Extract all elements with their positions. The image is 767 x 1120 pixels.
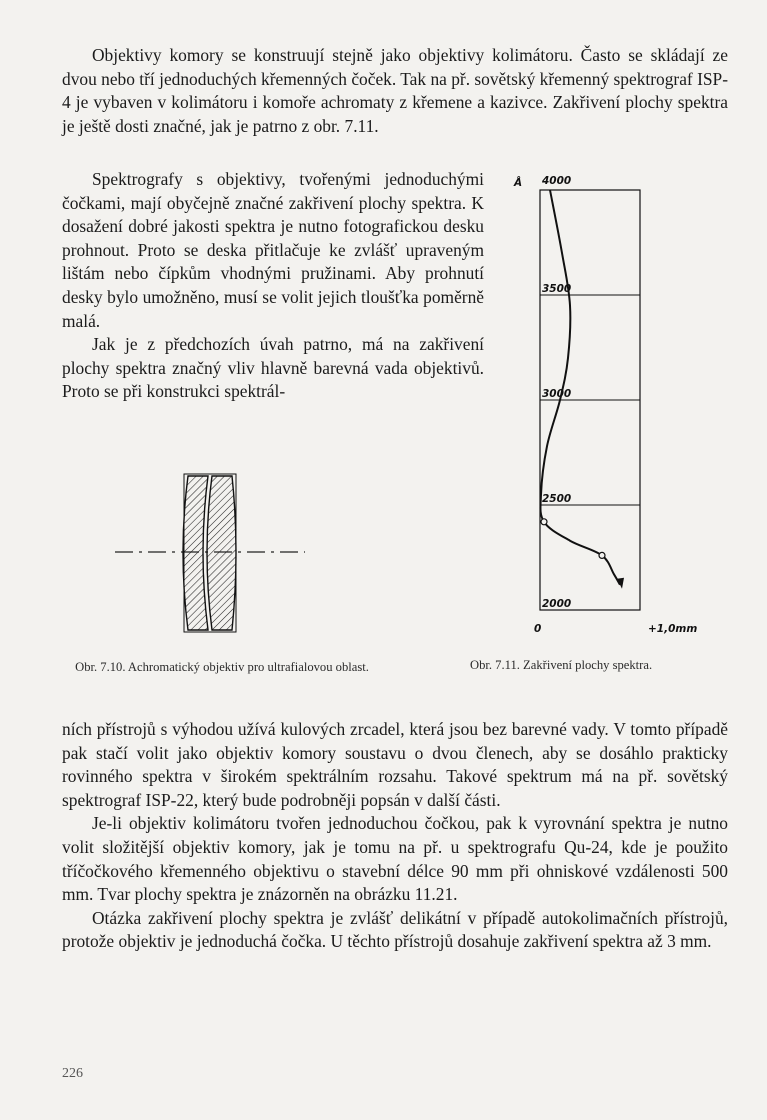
y-tick-label: 4000 — [542, 175, 572, 187]
paragraph-text: Objektivy komory se konstruují stejně jako objektivy kolimátoru. Často se skládají ze dvou nebo tří jednoduchých křemenných čoček. Tak na př. sovětský křemenný spektrograf ISP-4 je vybaven v kolimátoru i komoře achromaty z křemene a kazivce. Zakřivení plochy spektra je ještě dosti značné, jak je patrno z obr. 7.11. — [62, 45, 728, 136]
figure-caption-7-10: Obr. 7.10. Achromatický objektiv pro ultrafialovou oblast. — [75, 660, 369, 674]
figure-caption-7-11: Obr. 7.11. Zakřivení plochy spektra. — [470, 658, 653, 672]
y-axis-label: Å — [514, 177, 523, 189]
curve-marker — [541, 519, 547, 525]
x-tick-label: +1,0mm — [648, 623, 698, 635]
paragraph-color-defect: Jak je z předchozích úvah patrno, má na zakřivení plochy spektra značný vliv hlavně barevná vada objektivů. Proto se při konstrukci spektrál- — [62, 334, 484, 402]
curve-marker — [599, 552, 605, 558]
y-tick-label: 3500 — [542, 283, 572, 295]
y-tick-label: 2500 — [542, 493, 572, 505]
bottom-text — [62, 718, 728, 954]
column-text — [62, 168, 484, 404]
page-number: 226 — [62, 1066, 83, 1081]
paragraph-autocollimation: Otázka zakřivení plochy spektra je zvlášť delikátní v případě autokolimačních přístrojů, protože objektiv je jednoduchá čočka. U těchto přístrojů dosahuje zakřivení spektra až 3 mm. — [62, 907, 728, 952]
paragraph-collimator: Je-li objektiv kolimátoru tvořen jednoduchou čočkou, pak k vyrovnání spektra je nutno volit složitější objektiv komory, jak je tomu na př. u spektrografu Qu-24, kde je použito tříčočkového křemenného objektivu o stavební délce 90 mm při ohniskové vzdálenosti 500 mm. Tvar plochy spektra je znázorněn na obrázku 11.21. — [62, 813, 728, 905]
paragraph-objectives — [62, 44, 728, 138]
achromat-lens-figure — [110, 470, 310, 650]
paragraph-mirrors: ních přístrojů s výhodou užívá kulových zrcadel, která jsou bez barevné vady. V tomto případě pak stačí volit jako objektiv komory soustavu o dvou členech, aby se dosáhlo prakticky rovinného spektra v širokém spektrálním rozsahu. Takové spektrum má na př. sovětský spektrograf ISP-22, který bude podrobněji popsán v další části. — [62, 719, 728, 810]
lens-element-right — [207, 476, 236, 630]
lens-element-left — [183, 476, 208, 630]
spectrum-curvature-chart — [500, 160, 740, 640]
paragraph-spectrographs: Spektrografy s objektivy, tvořenými jednoduchými čočkami, mají obyčejně značné zakřivení plochy spektra. K dosažení dobré jakosti spektra je nutno fotografickou desku prohnout. Proto se deska přitlačuje ke zvlášť upraveným lištám nebo čípkům vhodnými pružinami. Aby prohnutí desky bylo umožněno, musí se volit jejich tloušťka poměrně malá. — [62, 169, 484, 331]
x-tick-label: 0 — [534, 623, 542, 635]
y-tick-label: 2000 — [542, 598, 572, 610]
y-tick-label: 3000 — [542, 388, 572, 400]
